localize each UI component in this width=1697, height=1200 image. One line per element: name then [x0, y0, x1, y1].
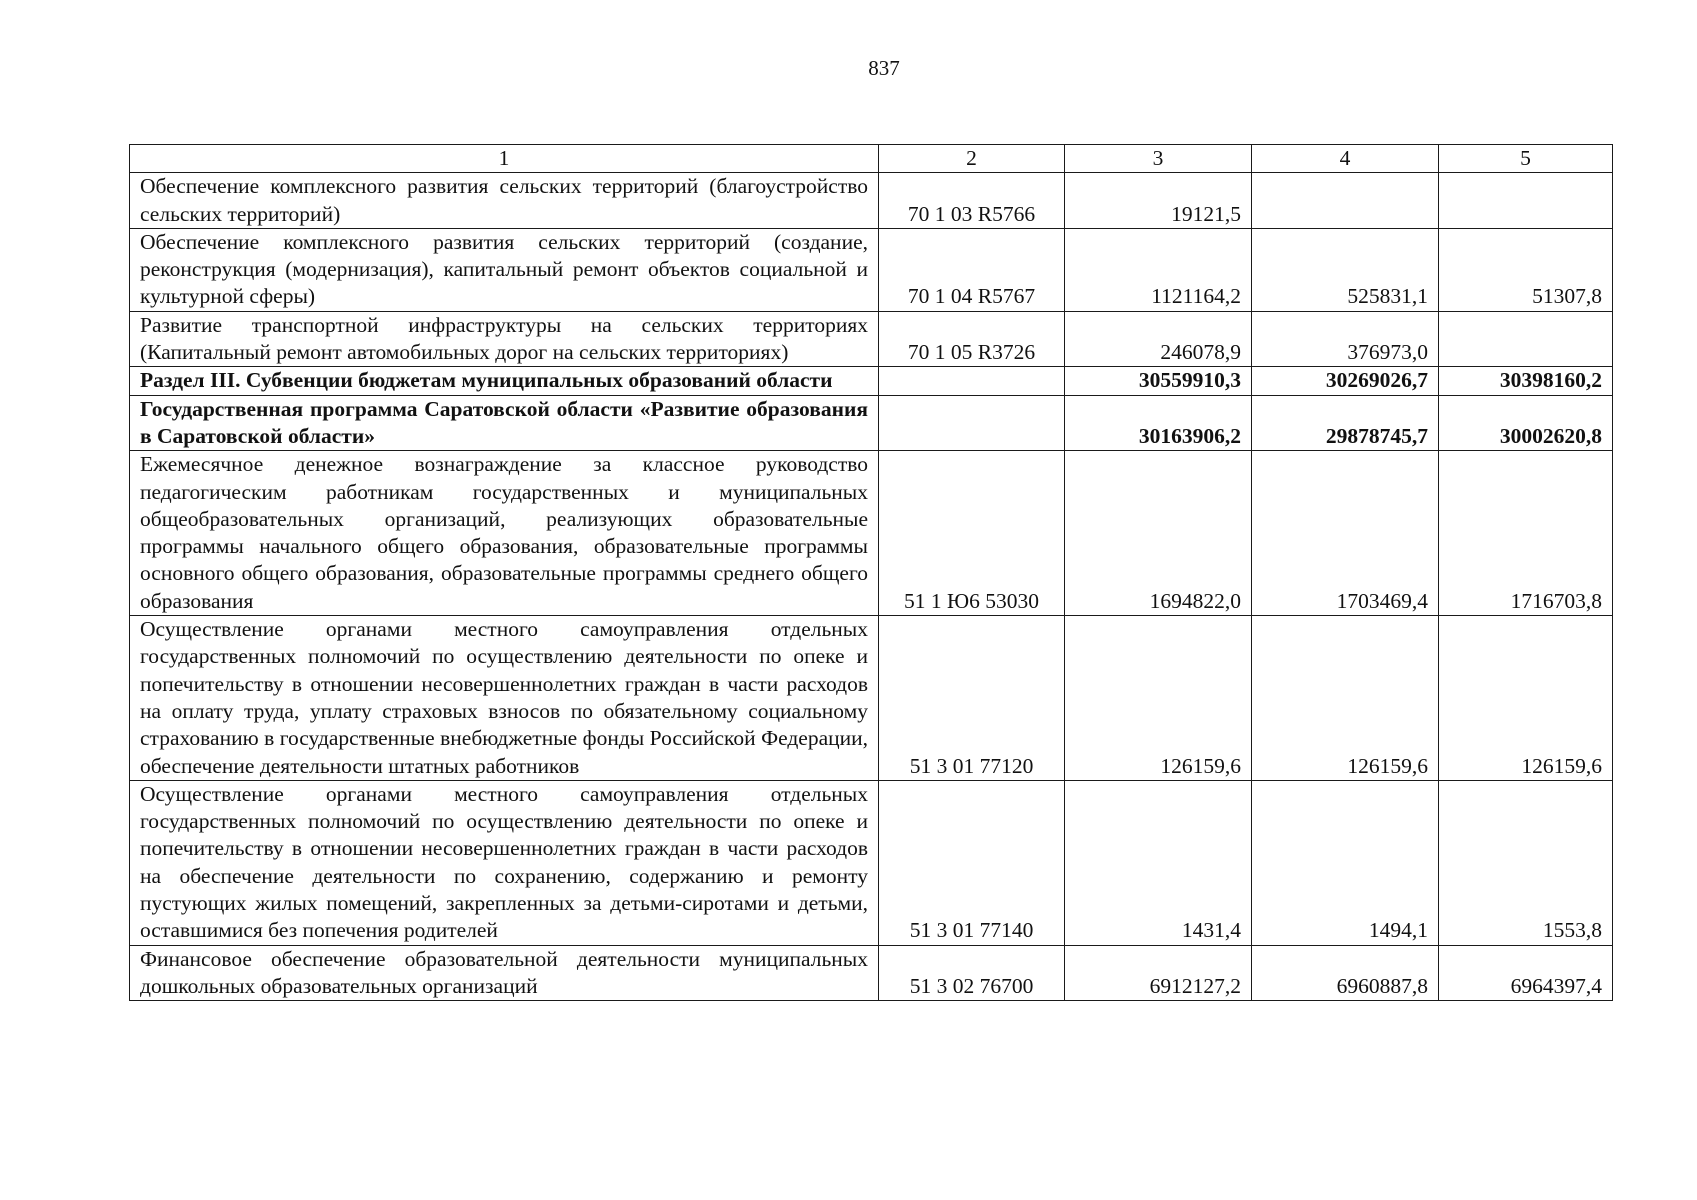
row-value-col4: 1494,1 [1252, 780, 1439, 945]
row-description: Финансовое обеспечение образовательной деятельности муниципальных дошкольных образовательных организаций [130, 945, 879, 1001]
row-code: 70 1 05 R3726 [879, 311, 1065, 367]
column-header-1: 1 [130, 145, 879, 173]
row-value-col5: 30398160,2 [1439, 367, 1613, 395]
row-value-col4: 30269026,7 [1252, 367, 1439, 395]
row-value-col3: 1431,4 [1065, 780, 1252, 945]
row-description: Раздел III. Субвенции бюджетам муниципальных образований области [130, 367, 879, 395]
row-value-col4: 376973,0 [1252, 311, 1439, 367]
row-value-col4 [1252, 173, 1439, 229]
row-description: Осуществление органами местного самоуправления отдельных государственных полномочий по осуществлению деятельности по опеке и попечительству в отношении несовершеннолетних граждан в части расходов на оплату труда, уплату страховых взносов по обязательному социальному страхованию в государственные внебюджетные фонды Российской Федерации, обеспечение деятельности штатных работников [130, 616, 879, 781]
row-value-col3: 6912127,2 [1065, 945, 1252, 1001]
row-value-col4: 1703469,4 [1252, 451, 1439, 616]
row-value-col5 [1439, 173, 1613, 229]
row-code: 51 3 02 76700 [879, 945, 1065, 1001]
row-value-col5: 1716703,8 [1439, 451, 1613, 616]
row-value-col4: 126159,6 [1252, 616, 1439, 781]
column-header-4: 4 [1252, 145, 1439, 173]
row-code [879, 395, 1065, 451]
table-row [130, 173, 1613, 229]
row-code: 51 3 01 77120 [879, 616, 1065, 781]
table-row [130, 780, 1613, 945]
row-value-col3: 1694822,0 [1065, 451, 1252, 616]
row-description: Государственная программа Саратовской области «Развитие образования в Саратовской области» [130, 395, 879, 451]
row-description: Обеспечение комплексного развития сельских территорий (создание, реконструкция (модернизация), капитальный ремонт объектов социальной и культурной сферы) [130, 228, 879, 311]
table-row [130, 311, 1613, 367]
row-code: 51 1 Ю6 53030 [879, 451, 1065, 616]
page-number: 837 [868, 56, 900, 80]
row-description: Обеспечение комплексного развития сельских территорий (благоустройство сельских территорий) [130, 173, 879, 229]
row-value-col5: 1553,8 [1439, 780, 1613, 945]
row-value-col4: 525831,1 [1252, 228, 1439, 311]
column-header-3: 3 [1065, 145, 1252, 173]
row-code: 70 1 04 R5767 [879, 228, 1065, 311]
row-value-col5: 51307,8 [1439, 228, 1613, 311]
row-description: Развитие транспортной инфраструктуры на сельских территориях (Капитальный ремонт автомобильных дорог на сельских территориях) [130, 311, 879, 367]
row-description: Осуществление органами местного самоуправления отдельных государственных полномочий по осуществлению деятельности по опеке и попечительству в отношении несовершеннолетних граждан в части расходов на обеспечение деятельности по сохранению, содержанию и ремонту пустующих жилых помещений, закрепленных за детьми-сиротами и детьми, оставшимися без попечения родителей [130, 780, 879, 945]
row-value-col5: 126159,6 [1439, 616, 1613, 781]
row-value-col4: 6960887,8 [1252, 945, 1439, 1001]
table-row [130, 451, 1613, 616]
row-description: Ежемесячное денежное вознаграждение за классное руководство педагогическим работникам государственных и муниципальных общеобразовательных организаций, реализующих образовательные программы начального общего образования, образовательные программы основного общего образования, образовательные программы среднего общего образования [130, 451, 879, 616]
table-row [130, 616, 1613, 781]
row-value-col3: 19121,5 [1065, 173, 1252, 229]
row-value-col3: 30559910,3 [1065, 367, 1252, 395]
table-row [130, 395, 1613, 451]
row-code: 70 1 03 R5766 [879, 173, 1065, 229]
row-value-col3: 246078,9 [1065, 311, 1252, 367]
row-code: 51 3 01 77140 [879, 780, 1065, 945]
row-value-col5: 6964397,4 [1439, 945, 1613, 1001]
row-value-col3: 1121164,2 [1065, 228, 1252, 311]
row-value-col3: 126159,6 [1065, 616, 1252, 781]
budget-table [129, 144, 1613, 1001]
row-code [879, 367, 1065, 395]
column-header-5: 5 [1439, 145, 1613, 173]
row-value-col4: 29878745,7 [1252, 395, 1439, 451]
row-value-col5 [1439, 311, 1613, 367]
table-header-row [130, 145, 1613, 173]
row-value-col5: 30002620,8 [1439, 395, 1613, 451]
table-row [130, 945, 1613, 1001]
column-header-2: 2 [879, 145, 1065, 173]
table-row [130, 367, 1613, 395]
table-row [130, 228, 1613, 311]
row-value-col3: 30163906,2 [1065, 395, 1252, 451]
